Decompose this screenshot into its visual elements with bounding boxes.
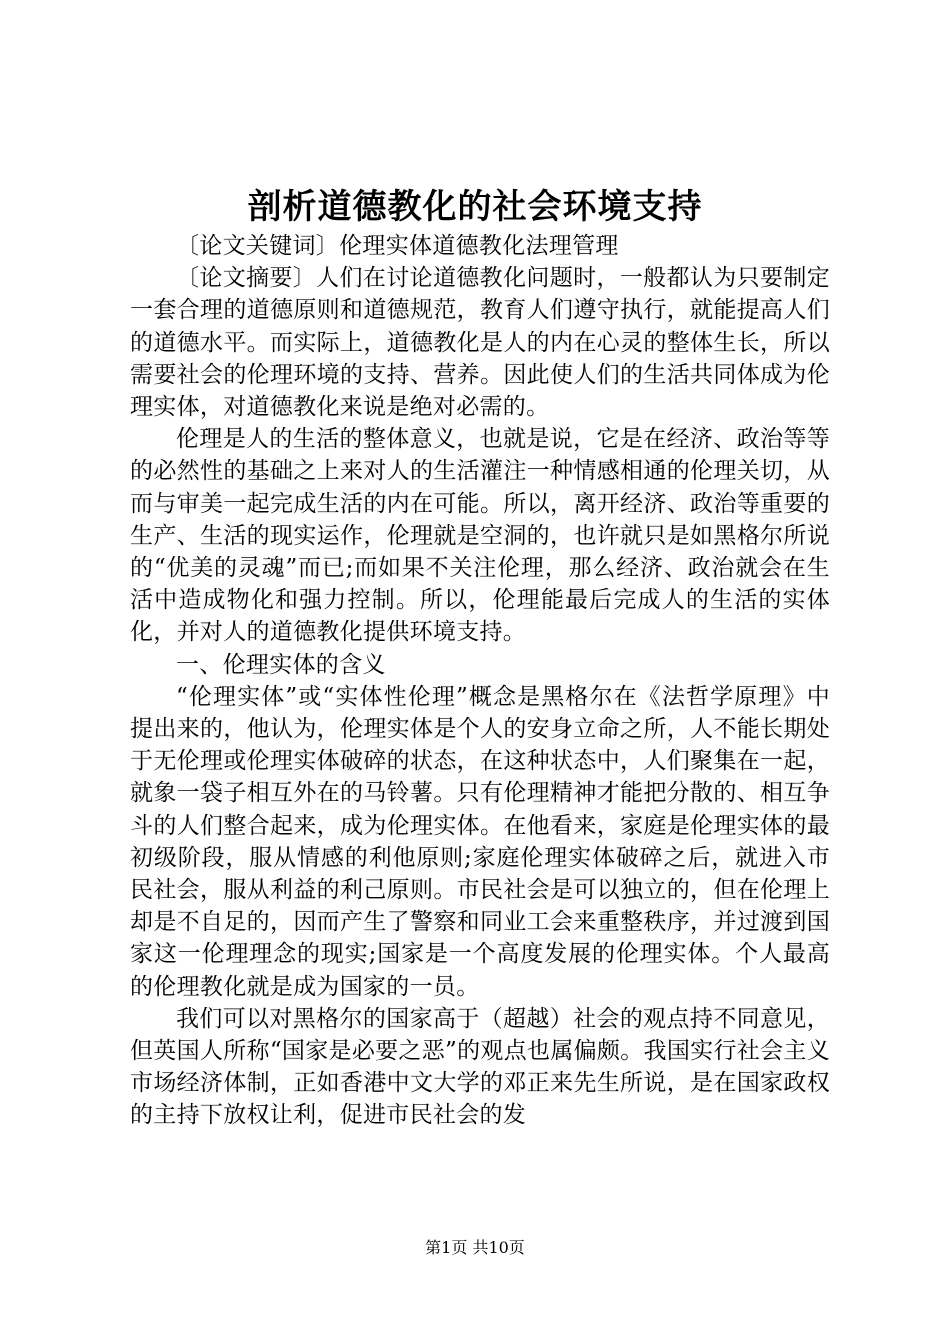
body-paragraph: 伦理是人的生活的整体意义，也就是说，它是在经济、政治等等的必然性的基础之上来对人的生活灌注一种情感相通的伦理关切，从而与审美一起完成生活的内在可能。所以，离开经济、政治等重要的生产、生活的现实运作，伦理就是空洞的，也许就只是如黑格尔所说的“优美的灵魂”而已;而如果不关注伦理，那么经济、政治就会在生活中造成物化和强力控制。所以，伦理能最后完成人的生活的实体化，并对人的道德教化提供环境支持。 <box>130 426 830 646</box>
document-body <box>130 230 830 1132</box>
body-paragraph: “伦理实体”或“实体性伦理”概念是黑格尔在《法哲学原理》中提出来的，他认为，伦理实体是个人的安身立命之所，人不能长期处于无伦理或伦理实体破碎的状态，在这种状态中，人们聚集在一起，就象一袋子相互外在的马铃薯。只有伦理精神才能把分散的、相互争斗的人们整合起来，成为伦理实体。在他看来，家庭是伦理实体的最初级阶段，服从情感的利他原则;家庭伦理实体破碎之后，就进入市民社会，服从利益的利己原则。市民社会是可以独立的，但在伦理上却是不自足的，因而产生了警察和同业工会来重整秩序，并过渡到国家这一伦理理念的现实;国家是一个高度发展的伦理实体。个人最高的伦理教化就是成为国家的一员。 <box>130 683 830 1000</box>
abstract-paragraph: 〔论文摘要〕人们在讨论道德教化问题时，一般都认为只要制定一套合理的道德原则和道德规范，教育人们遵守执行，就能提高人们的道德水平。而实际上，道德教化是人的内在心灵的整体生长，所以需要社会的伦理环境的支持、营养。因此使人们的生活共同体成为伦理实体，对道德教化来说是绝对必需的。 <box>130 265 830 421</box>
body-paragraph: 我们可以对黑格尔的国家高于（超越）社会的观点持不同意见，但英国人所称“国家是必要之恶”的观点也属偏颇。我国实行社会主义市场经济体制，正如香港中文大学的邓正来先生所说，是在国家政权的主持下放权让利，促进市民社会的发 <box>130 1005 830 1129</box>
page-number-footer: 第1页 共10页 <box>425 1238 525 1257</box>
document-title: 剖析道德教化的社会环境支持 <box>247 187 703 227</box>
section-heading: 一、伦理实体的含义 <box>176 651 386 678</box>
keywords-paragraph: 〔论文关键词〕伦理实体道德教化法理管理 <box>176 233 619 259</box>
